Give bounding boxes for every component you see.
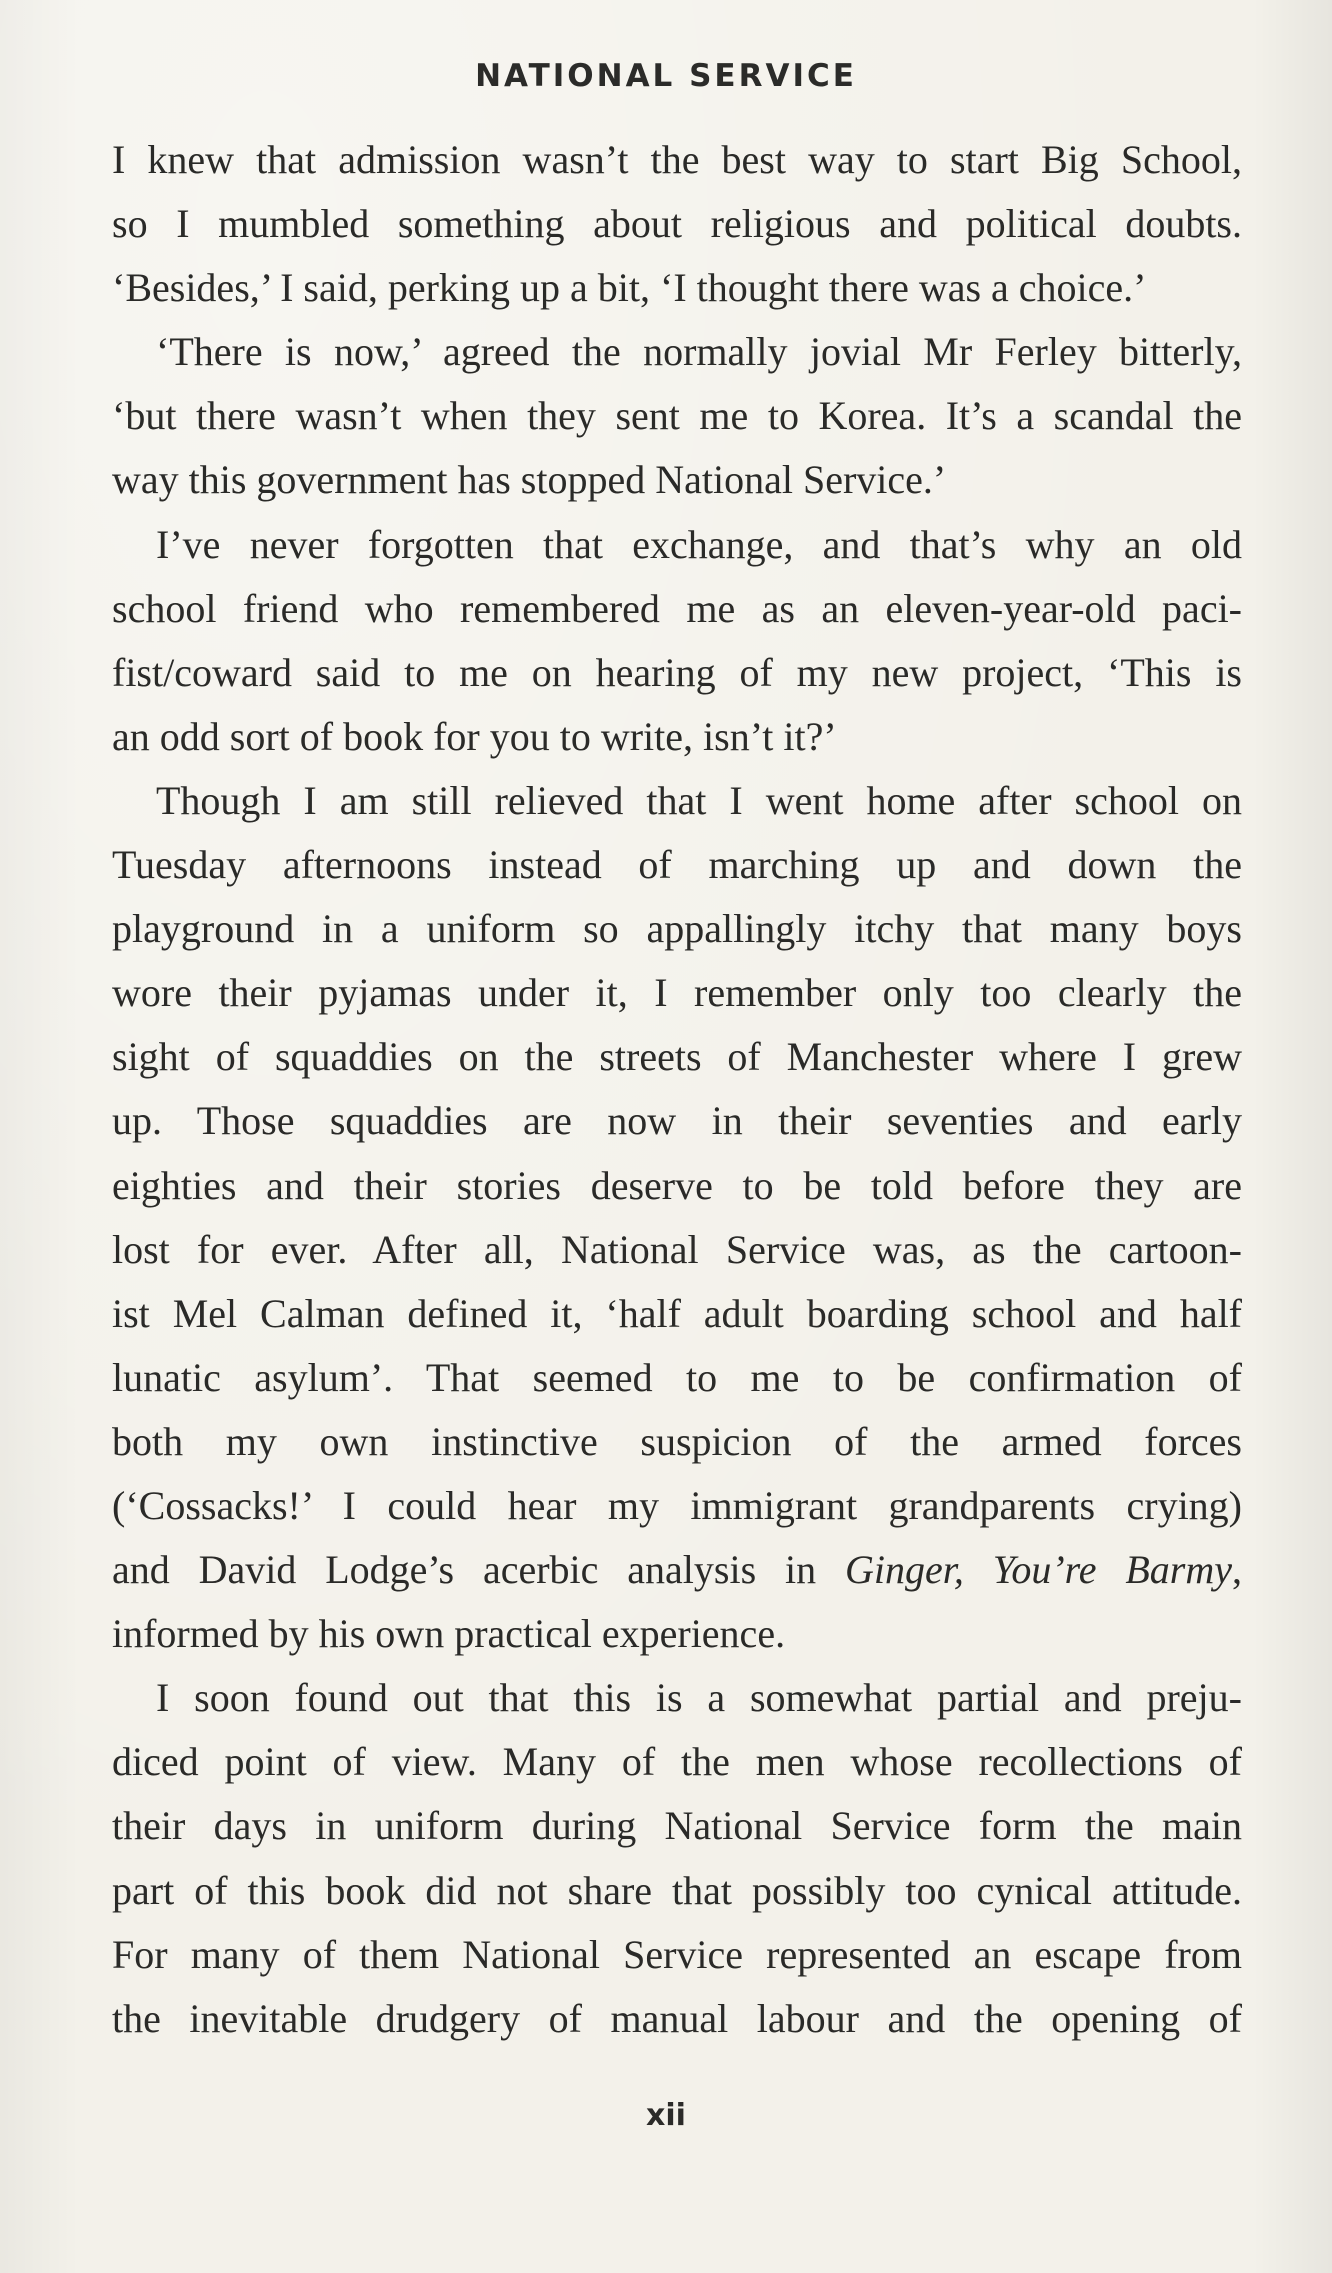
text-line: I knew that admission wasn’t the best way to start Big School,	[112, 137, 1242, 182]
text-line: Though I am still relieved that I went home after school on	[156, 777, 1242, 823]
text-line: their days in uniform during National Service form the main	[112, 1803, 1242, 1849]
text-line: playground in a uniform so appallingly itchy that many boys	[112, 906, 1242, 952]
text-line: ‘but there wasn’t when they sent me to Korea. It’s a scandal the	[112, 393, 1242, 439]
book-title-italic: Ginger, You’re Barmy	[845, 1547, 1232, 1593]
text-line: (‘Cossacks!’ I could hear my immigrant grandparents crying)	[112, 1482, 1242, 1528]
text-line: wore their pyjamas under it, I remember only too clearly the	[112, 970, 1242, 1016]
text-line: For many of them National Service represented an escape from	[112, 1931, 1242, 1977]
text-line: lost for ever. After all, National Service was, as the cartoon-	[112, 1226, 1242, 1272]
text-line: lunatic asylum’. That seemed to me to be confirmation of	[112, 1354, 1242, 1400]
text-line: I’ve never forgotten that exchange, and that’s why an old	[156, 521, 1242, 567]
text-line: eighties and their stories deserve to be told before they are	[112, 1162, 1242, 1208]
text-line: both my own instinctive suspicion of the armed forces	[112, 1418, 1242, 1464]
running-head: NATIONAL SERVICE	[475, 58, 857, 94]
text-line: so I mumbled something about religious and political doubts.	[112, 201, 1242, 247]
text-line: fist/coward said to me on hearing of my new project, ‘This is	[112, 649, 1242, 695]
text-line: ‘Besides,’ I said, perking up a bit, ‘I thought there was a choice.’	[112, 265, 1147, 311]
text-line: way this government has stopped National Service.’	[112, 457, 947, 503]
page-number: xii	[646, 2098, 686, 2133]
text-line: diced point of view. Many of the men whose recollections of	[112, 1739, 1242, 1785]
body-text	[112, 128, 1242, 2051]
text-line: informed by his own practical experience.	[112, 1611, 786, 1657]
text-line: sight of squaddies on the streets of Manchester where I grew	[112, 1034, 1242, 1080]
text-line: ‘There is now,’ agreed the normally jovial Mr Ferley bitterly,	[156, 329, 1242, 375]
text-line: ist Mel Calman defined it, ‘half adult boarding school and half	[112, 1290, 1242, 1336]
text-line: Tuesday afternoons instead of marching up and down the	[112, 842, 1242, 888]
text-line: and David Lodge’s acerbic analysis in Ginger, You’re Barmy,	[112, 1547, 1242, 1593]
text-line: the inevitable drudgery of manual labour and the opening of	[112, 1995, 1242, 2041]
text-line: an odd sort of book for you to write, isn’t it?’	[112, 713, 837, 759]
text-line: part of this book did not share that possibly too cynical attitude.	[112, 1867, 1242, 1913]
text-line: I soon found out that this is a somewhat partial and preju-	[156, 1675, 1242, 1721]
text-line: school friend who remembered me as an eleven-year-old paci-	[112, 585, 1242, 631]
text-line: up. Those squaddies are now in their seventies and early	[112, 1098, 1242, 1144]
